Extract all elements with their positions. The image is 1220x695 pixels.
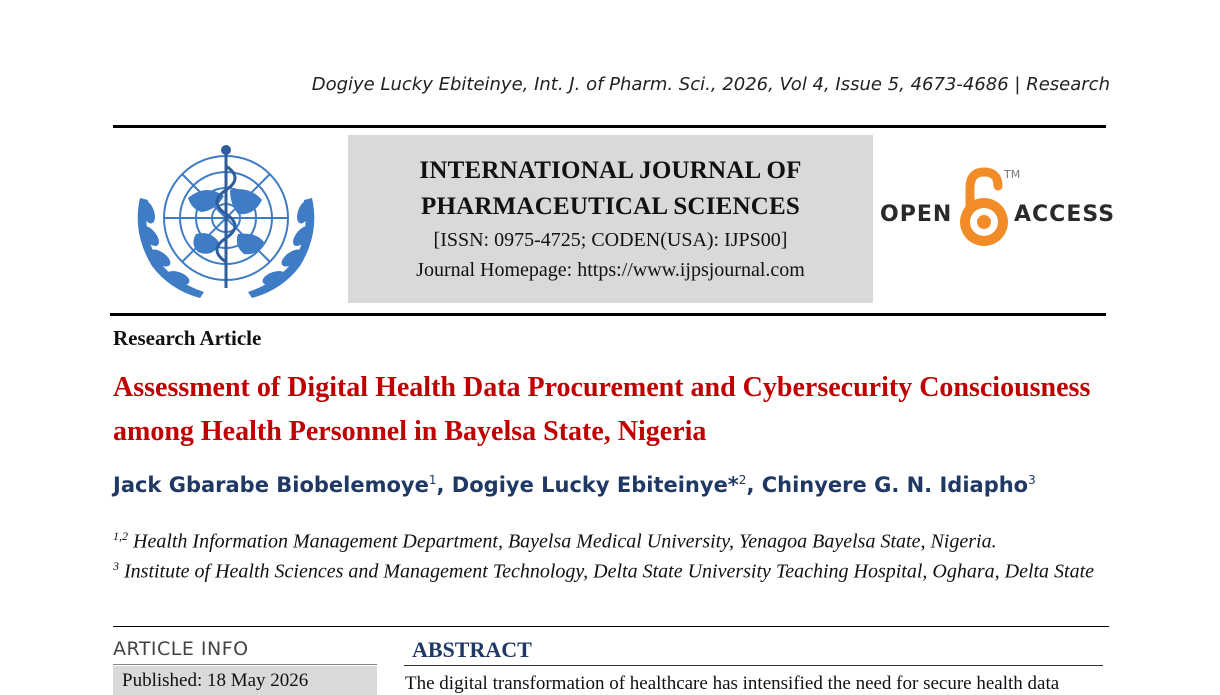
article-title: Assessment of Digital Health Data Procurement and Cybersecurity Consciousness among Health Personnel in Bayelsa State, Nigeria: [113, 372, 1091, 447]
journal-name-line2: PHARMACEUTICAL SCIENCES: [421, 193, 800, 220]
open-access-access-text: ACCESS: [1014, 202, 1116, 227]
affiliation: [113, 551, 1103, 587]
author-name: Jack Gbarabe Biobelemoye: [113, 473, 429, 497]
journal-homepage-link[interactable]: Journal Homepage: https://www.ijpsjournal.com: [416, 259, 805, 281]
journal-masthead: [348, 135, 873, 303]
abstract-rule: [404, 665, 1103, 666]
author-affiliation-mark: 3: [1028, 473, 1036, 487]
journal-name: [348, 153, 873, 225]
affiliation-mark: 1,2: [113, 529, 128, 543]
open-access-open-text: OPEN: [880, 202, 953, 227]
author-separator: ,: [436, 473, 445, 497]
author-list: [113, 473, 1036, 497]
published-date: Published: 18 May 2026: [113, 666, 377, 695]
abstract-heading: ABSTRACT: [412, 637, 532, 662]
article-info-heading: ARTICLE INFO: [113, 638, 249, 660]
affiliation-mark: 3: [113, 559, 119, 573]
journal-issn: [ISSN: 0975-4725; CODEN(USA): IJPS00]: [433, 229, 788, 251]
masthead-bottom-rule: [110, 313, 1106, 316]
affiliation-text: Health Information Management Department, Bayelsa Medical University, Yenagoa Bayelsa State, Nigeria.: [133, 530, 997, 553]
author-affiliation-mark: 1: [428, 473, 437, 487]
article-info-rule: [113, 664, 377, 665]
abstract-text: The digital transformation of healthcare has intensified the need for secure health data: [405, 673, 1060, 694]
top-rule: [113, 125, 1106, 128]
author-name: Dogiye Lucky Ebiteinye*: [451, 473, 739, 497]
author-name: Chinyere G. N. Idiapho: [761, 473, 1029, 497]
author-affiliation-mark: 2: [738, 473, 747, 487]
affiliation-text: Institute of Health Sciences and Management Technology, Delta State University Teaching Hospital, Oghara, Delta State: [124, 560, 1095, 583]
article-type: Research Article: [113, 326, 262, 350]
trademark-mark: TM: [1004, 168, 1021, 181]
author-separator: ,: [746, 473, 755, 497]
section-divider: [113, 626, 1109, 627]
journal-name-line1: INTERNATIONAL JOURNAL OF: [419, 157, 802, 184]
running-header: Dogiye Lucky Ebiteinye, Int. J. of Pharm. Sci., 2026, Vol 4, Issue 5, 4673-4686 | Research: [311, 74, 1110, 95]
un-emblem-caduceus-icon: [126, 138, 326, 306]
open-access-badge: [880, 166, 1116, 250]
